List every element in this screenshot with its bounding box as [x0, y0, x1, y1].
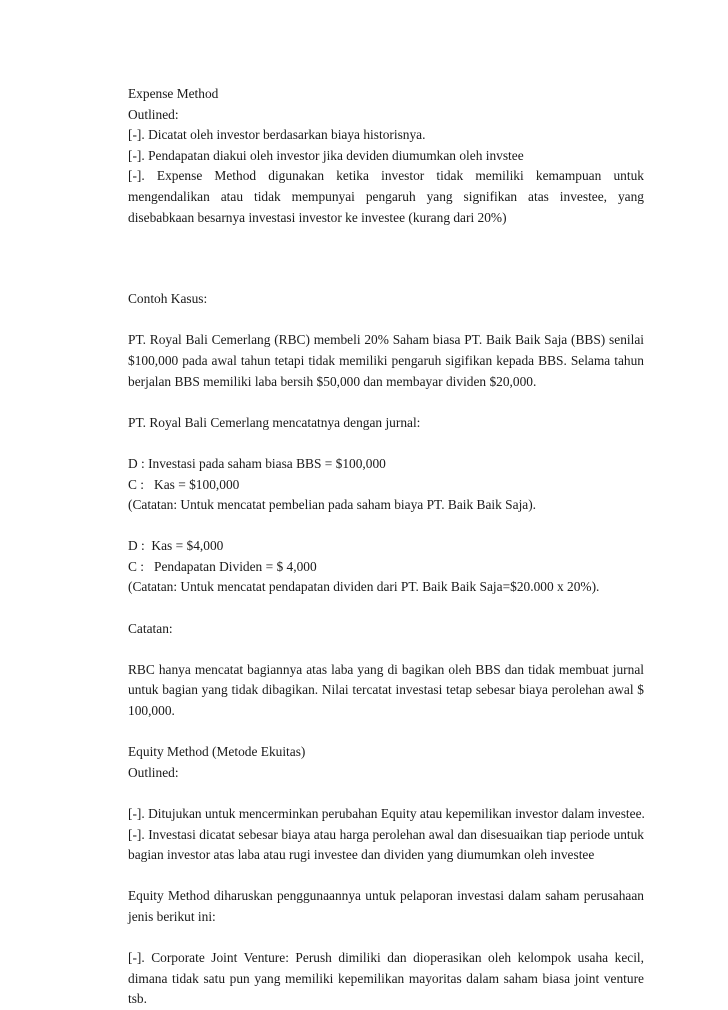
equity-item-recording: [-]. Investasi dicatat sebesar biaya atau harga perolehan awal dan disesuaikan tiap periode untuk bagian investor atas laba atau rugi investee dan dividen yang diumumkan oleh investee [128, 826, 644, 863]
journal-entry-1-debit: D : Investasi pada saham biasa BBS = $100,000 [128, 455, 386, 471]
equity-item-joint-venture: [-]. Corporate Joint Venture: Perush dimiliki dan dioperasikan oleh kelompok usaha kecil, dimana tidak satu pun yang memiliki kepemilikan mayoritas dalam saham biasa joint venture tsb. [128, 950, 644, 1007]
journal-intro: PT. Royal Bali Cemerlang mencatatnya dengan jurnal: [128, 414, 421, 430]
expense-item-historical-cost: [-]. Dicatat oleh investor berdasarkan biaya historisnya. [128, 127, 426, 143]
journal-entry-2-debit: D : Kas = $4,000 [128, 538, 224, 554]
journal-entry-1-credit: C : Kas = $100,000 [128, 476, 240, 492]
expense-outlined-label: Outlined: [128, 106, 179, 122]
section-spacer [128, 228, 644, 289]
document-page [128, 84, 644, 1010]
equity-item-purpose: [-]. Ditujukan untuk mencerminkan perubahan Equity atau kepemilikan investor dalam investee. [128, 806, 645, 821]
expense-item-income-recognition: [-]. Pendapatan diakui oleh investor jika deviden diumumkan oleh invstee [128, 147, 524, 163]
notes-text: RBC hanya mencatat bagiannya atas laba yang di bagikan oleh BBS dan tidak membuat jurnal untuk bagian yang tidak dibagikan. Nilai tercatat investasi tetap sebesar biaya perolehan awal $ 100,000. [128, 661, 644, 719]
expense-item-usage: [-]. Expense Method digunakan ketika investor tidak memiliki kemampuan untuk mengendalikan atau tidak mempunyai pengaruh yang signifikan atas investee, yang disebabkaan besarnya investasi investor ke investee (kurang dari 20%) [128, 168, 644, 225]
expense-method-title: Expense Method [128, 86, 219, 101]
case-heading: Contoh Kasus: [128, 291, 208, 307]
notes-heading: Catatan: [128, 620, 173, 636]
equity-outlined-label: Outlined: [128, 764, 179, 780]
journal-entry-1-note: (Catatan: Untuk mencatat pembelian pada saham biaya PT. Baik Baik Saja). [128, 497, 537, 513]
journal-entry-2-credit: C : Pendapatan Dividen = $ 4,000 [128, 558, 317, 574]
journal-entry-2-note: (Catatan: Untuk mencatat pendapatan dividen dari PT. Baik Baik Saja=$20.000 x 20%). [128, 579, 600, 595]
case-description: PT. Royal Bali Cemerlang (RBC) membeli 20% Saham biasa PT. Baik Baik Saja (BBS) senilai $100,000 pada awal tahun tetapi tidak memiliki pengaruh sigifikan kepada BBS. Selama tahun berjalan BBS memiliki laba bersih $50,000 dan membayar dividen $20,000. [128, 332, 644, 389]
equity-method-title: Equity Method (Metode Ekuitas) [128, 744, 306, 760]
equity-required-text: Equity Method diharuskan penggunaannya untuk pelaporan investasi dalam saham perusahaan jenis berikut ini: [128, 888, 644, 924]
